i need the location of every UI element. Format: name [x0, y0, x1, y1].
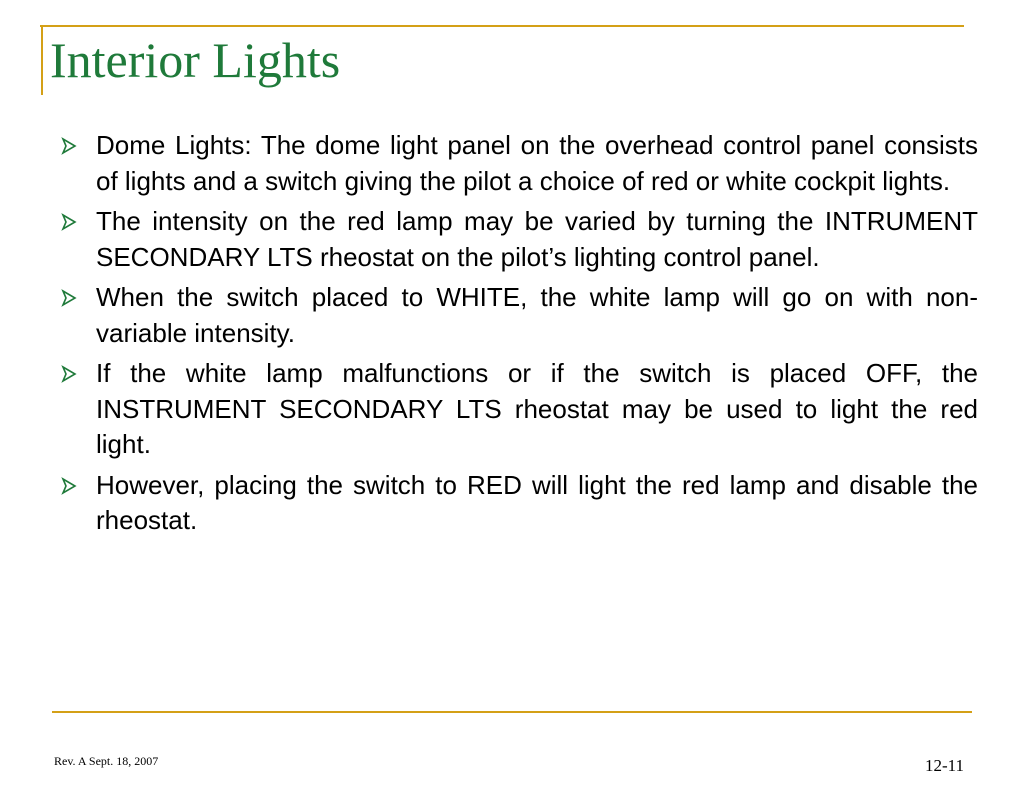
top-border-line [40, 25, 964, 27]
bullet-text: When the switch placed to WHITE, the white lamp will go on with non-variable intensity. [96, 282, 978, 348]
bullet-item-4 [60, 356, 978, 463]
page-number: 12-11 [924, 756, 964, 775]
revision-footer: Rev. A Sept. 18, 2007 [54, 754, 159, 768]
bullet-item-1 [60, 128, 978, 199]
arrow-bullet-icon [60, 213, 78, 231]
arrow-bullet-icon [60, 477, 78, 495]
arrow-bullet-icon [60, 365, 78, 383]
arrow-bullet-icon [60, 137, 78, 155]
bullet-item-2 [60, 204, 978, 275]
slide-title: Interior Lights [50, 32, 341, 88]
bullet-text: The intensity on the red lamp may be varied by turning the INTRUMENT SECONDARY LTS rheostat on the pilot’s lighting control panel. [96, 206, 978, 272]
bullet-list [60, 128, 978, 544]
bullet-text: However, placing the switch to RED will light the red lamp and disable the rheostat. [96, 469, 978, 535]
bullet-text: If the white lamp malfunctions or if the switch is placed OFF, the INSTRUMENT SECONDARY LTS rheostat may be used to light the red light. [96, 358, 978, 459]
bullet-item-5 [60, 468, 978, 539]
bullet-text: Dome Lights: The dome light panel on the overhead control panel consists of lights and a switch giving the pilot a choice of red or white cockpit lights. [96, 130, 978, 196]
arrow-bullet-icon [60, 289, 78, 307]
bottom-border-line [52, 711, 972, 713]
bullet-item-3 [60, 280, 978, 351]
left-border-line [41, 25, 43, 95]
